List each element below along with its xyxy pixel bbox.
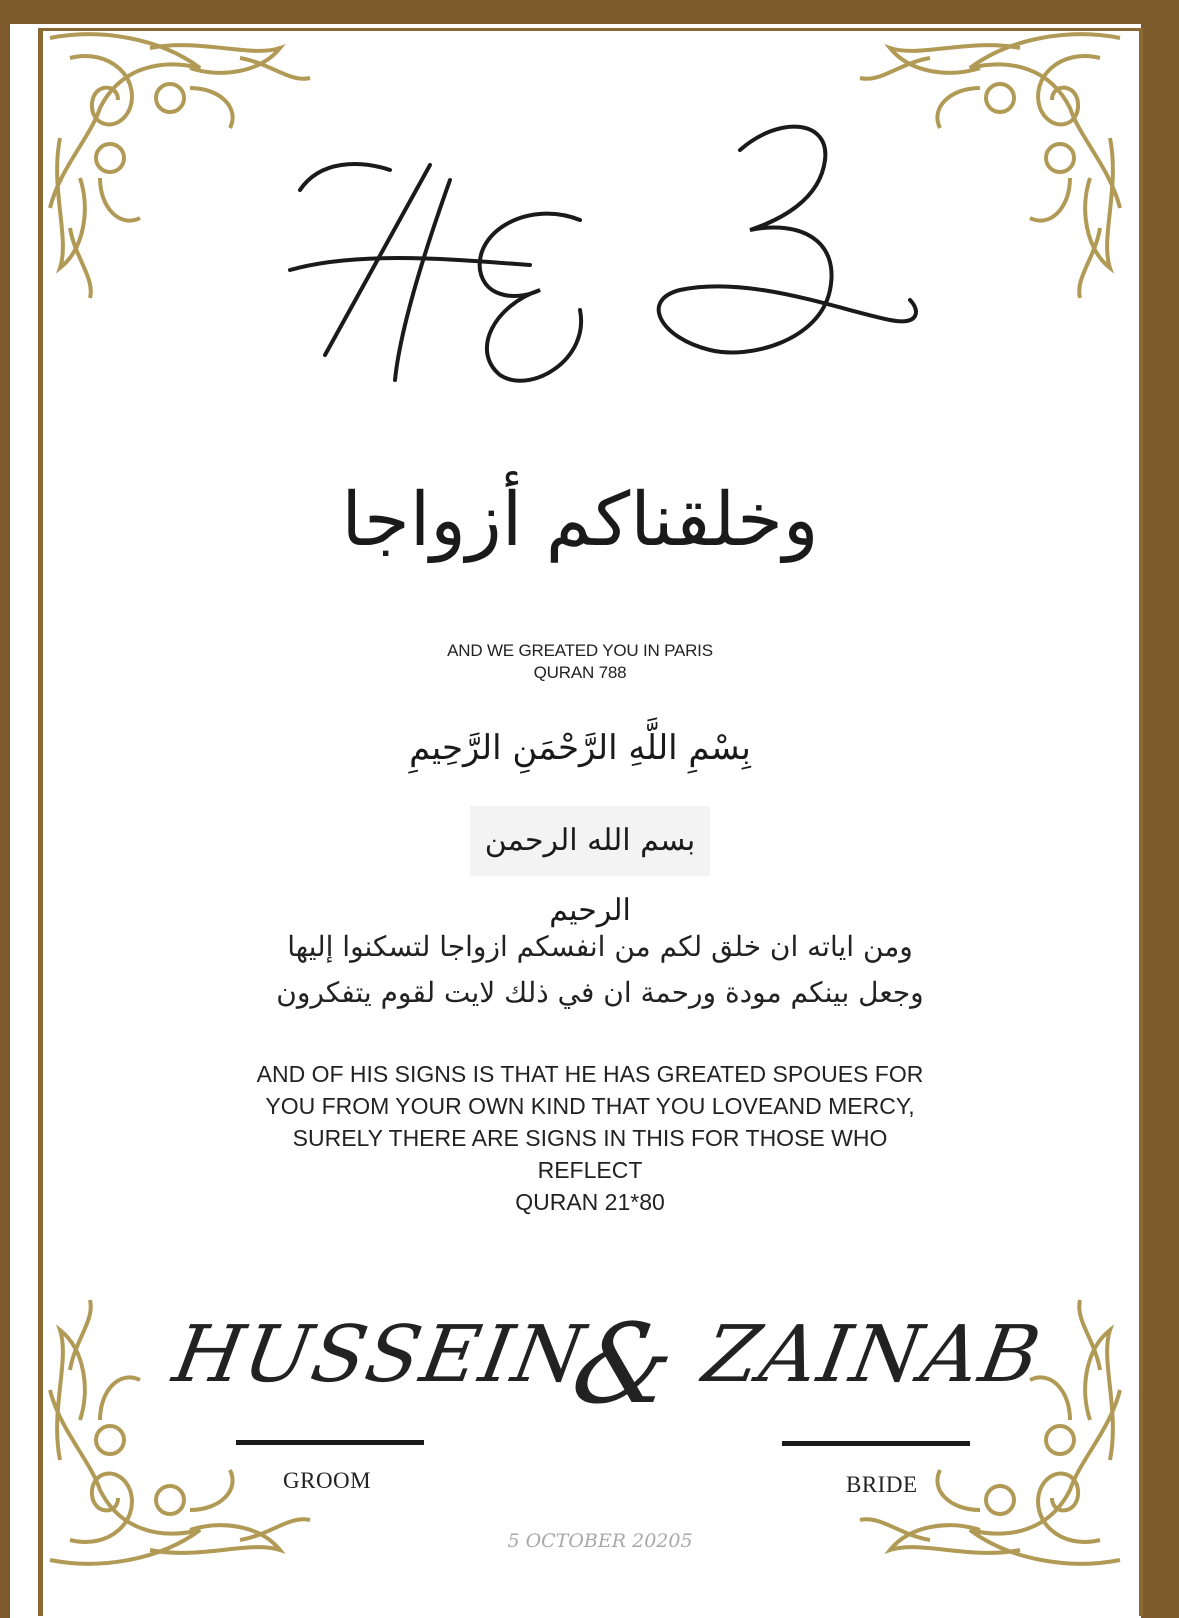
english-verse — [240, 1058, 940, 1218]
wedding-date: 5 OCTOBER 20205 — [507, 1530, 693, 1552]
english-verse-line-2: YOU FROM YOUR OWN KIND THAT YOU LOVEAND MERCY, — [265, 1093, 915, 1119]
english-verse-line-3: SURELY THERE ARE SIGNS IN THIS FOR THOSE WHO REFLECT — [292, 1125, 888, 1183]
bride-signature-line — [782, 1441, 970, 1446]
english-verse-line-4: QURAN 21*80 — [515, 1189, 665, 1215]
arabic-verse-line-2: وجعل بينكم مودة ورحمة ان في ذلك لايت لقوم يتفكرون — [276, 976, 924, 1009]
short-verse-line-1: AND WE GREATED YOU IN PARIS — [447, 641, 713, 660]
arabic-verse-line-1: ومن اياته ان خلق لكم من انفسكم ازواجا لتسكنوا إليها — [287, 930, 913, 963]
arabic-title: وخلقناكم أزواجا — [341, 477, 819, 563]
bride-label: BRIDE — [846, 1472, 918, 1497]
groom-name: HUSSEIN — [167, 1310, 593, 1400]
ampersand: & — [563, 1300, 687, 1428]
groom-signature-line — [236, 1440, 424, 1445]
bride-name: ZAINAB — [697, 1310, 1049, 1400]
basmala-calligraphy: بسم الله الرحمن الرحيم — [470, 806, 710, 876]
short-verse — [380, 640, 780, 684]
basmala-naskh: بِسْمِ اللَّهِ الرَّحْمَنِ الرَّحِيمِ — [409, 728, 751, 768]
short-verse-line-2: QURAN 788 — [533, 663, 627, 682]
monogram-logo — [280, 110, 950, 410]
groom-label: GROOM — [283, 1468, 372, 1493]
english-verse-line-1: AND OF HIS SIGNS IS THAT HE HAS GREATED SPOUES FOR — [256, 1061, 924, 1087]
arabic-verse — [260, 924, 940, 1016]
